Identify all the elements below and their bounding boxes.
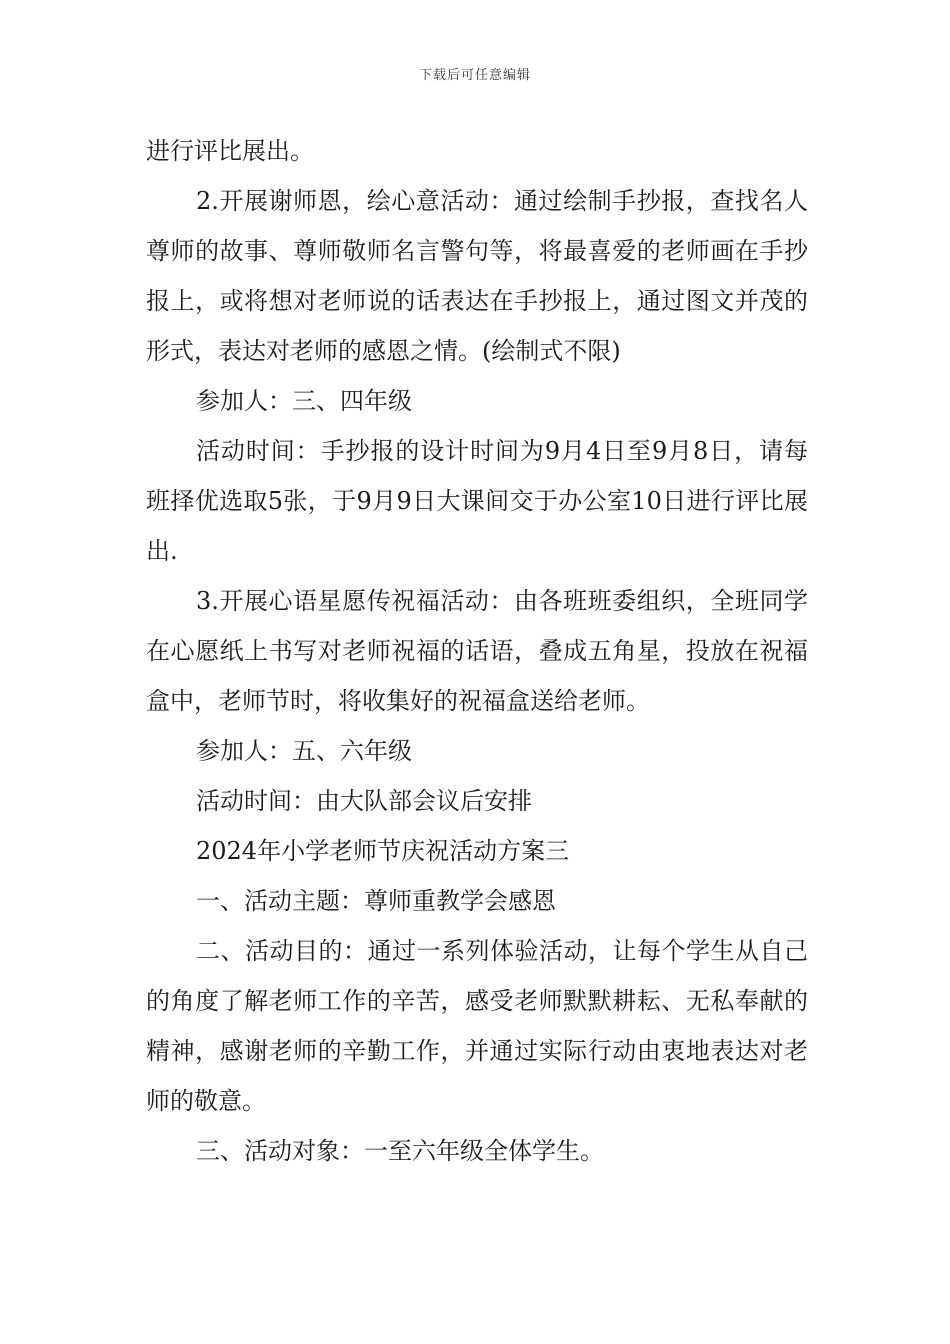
paragraph-participants-5-6: 参加人：五、六年级 [196,737,412,765]
paragraph-activity-time-3: 活动时间：由大队部会议后安排 [196,787,532,815]
paragraph-participants-3-4: 参加人：三、四年级 [196,387,412,415]
paragraph-continuation: 进行评比展出。 [146,137,314,165]
paragraph-activity-time-2: 活动时间：手抄报的设计时间为9月4日至9月8日，请每班择优选取5张，于9月9日大课间交于办公室10日进行评比展出. [146,437,808,565]
paragraph-target: 三、活动对象：一至六年级全体学生。 [196,1137,604,1165]
page-header-note: 下载后可任意编辑 [418,68,531,83]
paragraph-theme: 一、活动主题：尊师重教学会感恩 [196,887,556,915]
paragraph-activity-3: 3.开展心语星愿传祝福活动：由各班班委组织，全班同学在心愿纸上书写对老师祝福的话语，叠成五角星，投放在祝福盒中，老师节时，将收集好的祝福盒送给老师。 [146,587,808,715]
document-body [146,126,808,1176]
paragraph-purpose: 二、活动目的：通过一系列体验活动，让每个学生从自己的角度了解老师工作的辛苦，感受老师默默耕耘、无私奉献的精神，感谢老师的辛勤工作，并通过实际行动由衷地表达对老师的敬意。 [146,937,808,1115]
section-title-plan-3: 2024年小学老师节庆祝活动方案三 [196,837,570,865]
paragraph-activity-2: 2.开展谢师恩，绘心意活动：通过绘制手抄报，查找名人尊师的故事、尊师敬师名言警句等，将最喜爱的老师画在手抄报上，或将想对老师说的话表达在手抄报上，通过图文并茂的形式，表达对老师的感恩之情。(绘制式不限) [146,187,808,365]
